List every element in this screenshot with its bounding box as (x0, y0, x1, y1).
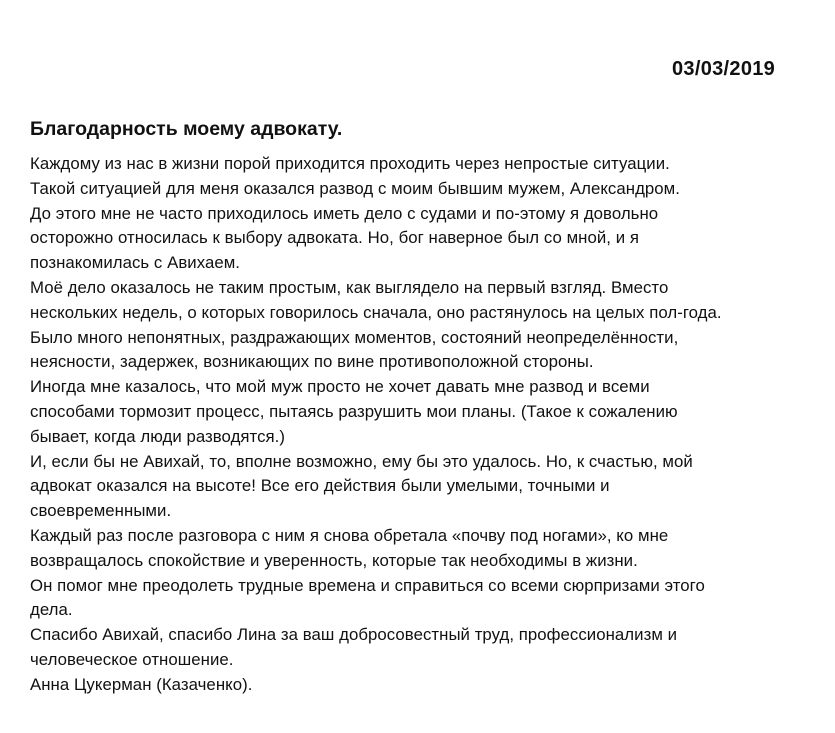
letter-line: Спасибо Авихай, спасибо Лина за ваш добросовестный труд, профессионализм и (30, 625, 678, 645)
letter-line: бывает, когда люди разводятся.) (30, 426, 286, 446)
letter-line: Каждый раз после разговора с ним я снова обретала «почву под ногами», ко мне (30, 525, 669, 545)
letter-line: нескольких недель, о которых говорилось сначала, оно растянулось на целых пол-года. (30, 302, 722, 322)
letter-signature: Анна Цукерман (Казаченко). (30, 674, 253, 694)
letter-line: Такой ситуацией для меня оказался развод с моим бывшим мужем, Александром. (30, 178, 680, 198)
letter-body (30, 152, 830, 698)
letter-line: адвокат оказался на высоте! Все его действия были умелыми, точными и (30, 476, 610, 496)
letter-line: Каждому из нас в жизни порой приходится проходить через непростые ситуации. (30, 154, 670, 173)
letter-line: осторожно относилась к выбору адвоката. Но, бог наверное был со мной, и я (30, 228, 639, 248)
letter-line: своевременными. (30, 501, 172, 521)
letter-line: человеческое отношение. (30, 649, 234, 669)
letter-line: Было много непонятных, раздражающих моментов, состояний неопределённости, (30, 327, 679, 347)
letter-line: способами тормозит процесс, пытаясь разрушить мои планы. (Такое к сожалению (30, 401, 678, 421)
letter-date: 03/03/2019 (672, 58, 776, 80)
letter-line: неясности, задержек, возникающих по вине противоположной стороны. (30, 352, 594, 372)
letter-line: дела. (30, 600, 73, 620)
letter-line: Иногда мне казалось, что мой муж просто не хочет давать мне развод и всеми (30, 377, 650, 397)
letter-line: И, если бы не Авихай, то, вполне возможно, ему бы это удалось. Но, к счастью, мой (30, 451, 693, 471)
letter-line: возвращалось спокойствие и уверенность, которые так необходимы в жизни. (30, 550, 638, 570)
letter-line: Он помог мне преодолеть трудные времена и справиться со всеми сюрпризами этого (30, 575, 705, 595)
letter-title: Благодарность моему адвокату. (30, 118, 343, 140)
letter-line: познакомилась с Авихаем. (30, 253, 241, 273)
letter-line: До этого мне не часто приходилось иметь дело с судами и по-этому я довольно (30, 203, 659, 223)
letter-line: Моё дело оказалось не таким простым, как выглядело на первый взгляд. Вместо (30, 277, 669, 297)
